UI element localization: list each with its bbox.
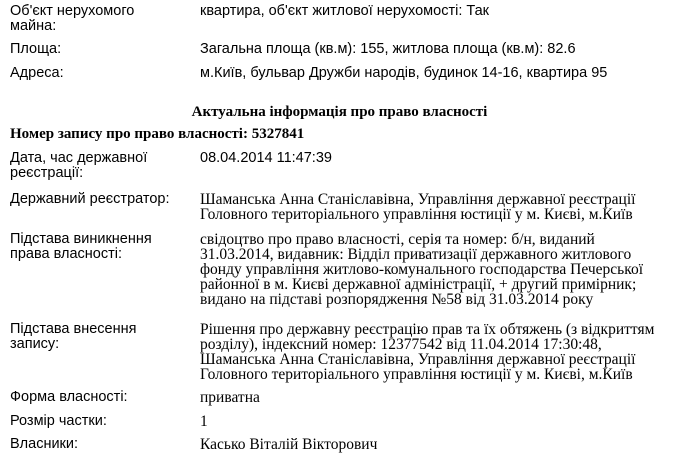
registration-date-label [10,151,190,181]
section-title: Актуальна інформація про право власності [191,104,488,120]
record-number: Номер запису про право власності: 5327841 [10,126,305,142]
basis-label-line: права власності: [10,246,122,262]
area-label: Площа: [10,41,62,57]
basis-value [200,232,676,307]
basis-value-line: районної в м. Києві державної адміністрації, + другий примірник; [200,276,637,293]
object-type-label-line: майна: [10,18,57,34]
registration-date-label-line: Дата, час державної [10,150,148,166]
registration-date-value: 08.04.2014 11:47:39 [200,150,332,166]
basis-value-line: свідоцтво про право власності, серія та номер: б/н, виданий [200,231,595,248]
entry-basis-value-line: Головного територіального управління юстиції у м. Києві, м.Київ [200,366,633,383]
object-type-label-line: Об'єкт нерухомого [10,3,135,19]
owners-value: Касько Віталій Вікторович [200,436,378,453]
entry-basis-value-line: Шаманська Анна Станіславівна, Управління державної реєстрації [200,351,636,368]
object-type-value: квартира, об'єкт житлової нерухомості: Так [200,3,489,19]
owners-label: Власники: [10,436,79,452]
ownership-form-value: приватна [200,389,260,406]
entry-basis-label-line: запису: [10,336,60,352]
entry-basis-value-line: Рішення про державну реєстрацію прав та їх обтяжень (з відкриттям [200,321,655,338]
registrar-label: Державний реєстратор: [10,191,170,207]
share-size-label: Розмір частки: [10,413,107,429]
address-label: Адреса: [10,65,64,81]
address-value: м.Київ, бульвар Дружби народів, будинок 14-16, квартира 95 [200,65,608,81]
object-type-label [10,4,190,34]
basis-value-line: видано на підставі розпорядження №58 від 31.03.2014 року [200,291,594,308]
basis-value-line: фонду управління житлово-комунального господарства Печерської [200,261,644,278]
basis-label-line: Підстава виникнення [10,231,152,247]
registrar-value-line: Шаманська Анна Станіславівна, Управління державної реєстрації [200,191,636,208]
registrar-value [200,192,676,222]
area-value: Загальна площа (кв.м): 155, житлова площа (кв.м): 82.6 [200,41,576,57]
registration-date-label-line: реєстрації: [10,165,84,181]
entry-basis-label [10,322,190,352]
registrar-value-line: Головного територіального управління юстиції у м. Києві, м.Київ [200,206,633,223]
basis-value-line: 31.03.2014, видавник: Відділ приватизації державного житлового [200,246,632,263]
entry-basis-value [200,322,676,382]
basis-label [10,232,190,262]
entry-basis-label-line: Підстава внесення [10,321,137,337]
entry-basis-value-line: розділу), індексний номер: 12377542 від 11.04.2014 17:30:48, [200,336,602,353]
share-size-value: 1 [200,413,208,430]
ownership-form-label: Форма власності: [10,389,128,405]
